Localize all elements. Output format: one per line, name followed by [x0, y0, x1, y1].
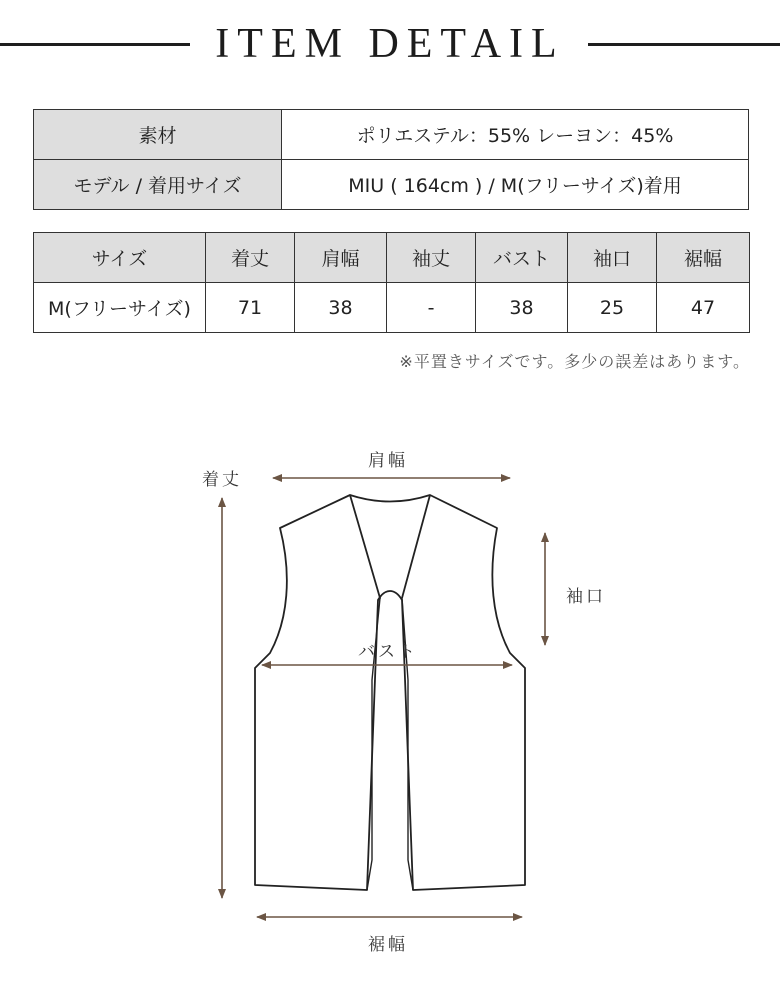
vest-placket-right [402, 495, 430, 598]
header-sleeve: 袖丈 [387, 233, 476, 283]
model-label: モデル / 着用サイズ [34, 160, 282, 210]
length-label: 着丈 [202, 470, 242, 490]
vest-outline [255, 495, 525, 890]
value-sleeve: - [387, 283, 476, 333]
cuff-label: 袖口 [566, 587, 606, 607]
header-cuff: 袖口 [568, 233, 657, 283]
measurement-note: ※平置きサイズです。多少の誤差はあります。 [399, 352, 750, 371]
header-size: サイズ [34, 233, 206, 283]
value-length: 71 [206, 283, 295, 333]
vest-placket-left [350, 495, 380, 600]
header-hem: 裾幅 [657, 233, 750, 283]
shoulder-label: 肩幅 [368, 451, 408, 471]
header-length: 着丈 [206, 233, 295, 283]
header-bust: バスト [476, 233, 568, 283]
material-value: ポリエステル：55% レーヨン：45% [282, 110, 749, 160]
material-label: 素材 [34, 110, 282, 160]
page-title: ITEM DETAIL [215, 21, 565, 67]
hem-label: 裾幅 [368, 935, 408, 955]
model-value: MIU ( 164cm ) / M(フリーサイズ)着用 [282, 160, 749, 210]
value-bust: 38 [476, 283, 568, 333]
value-shoulder: 38 [295, 283, 387, 333]
value-hem: 47 [657, 283, 750, 333]
value-cuff: 25 [568, 283, 657, 333]
bust-label: バスト [358, 642, 418, 662]
header-shoulder: 肩幅 [295, 233, 387, 283]
value-size: M(フリーサイズ) [34, 283, 206, 333]
